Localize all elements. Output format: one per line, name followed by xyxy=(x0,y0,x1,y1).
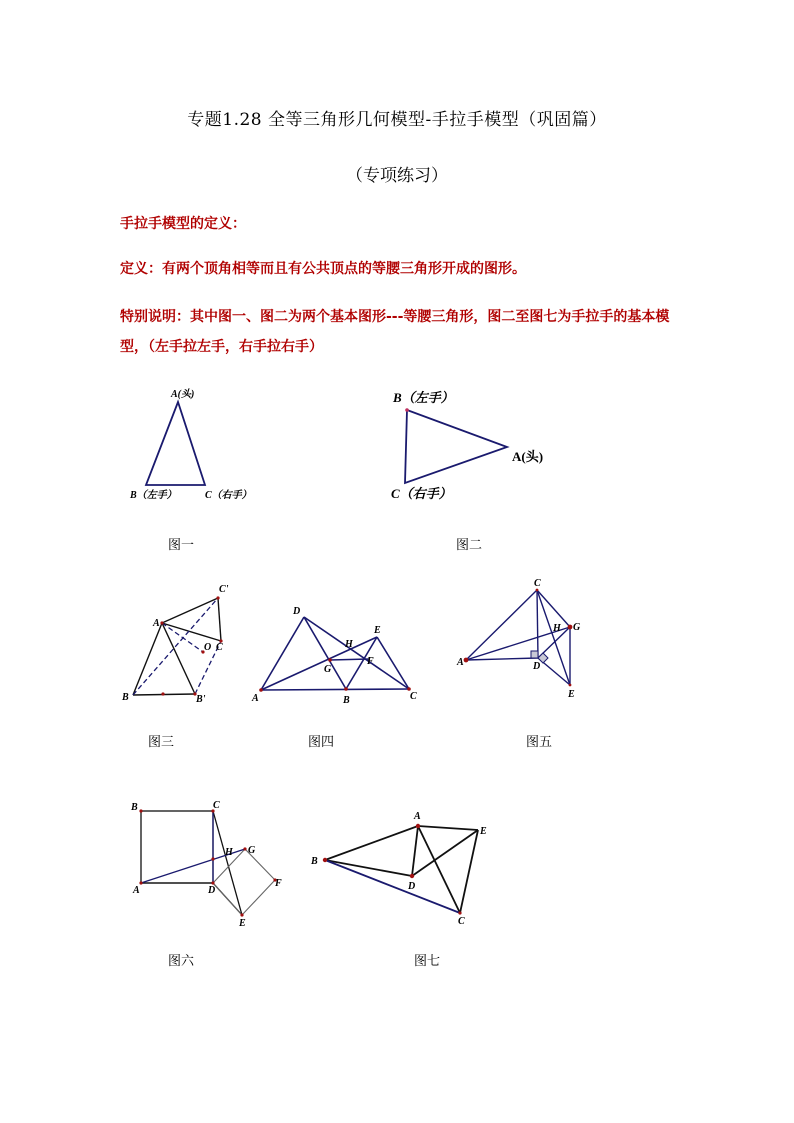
fig7-segment-bc xyxy=(325,860,460,913)
page-subtitle: （专项练习） xyxy=(346,166,448,186)
fig5-label-d: D xyxy=(533,661,541,672)
figure-4-diagram xyxy=(245,600,425,710)
special-note: 特别说明：其中图一、图二为两个基本图形---等腰三角形，图二至图七为手拉手的基本模型，（左手拉左手，右手拉右手） xyxy=(120,309,670,355)
fig1-label-c: C（右手） xyxy=(205,490,252,501)
figure-2-diagram xyxy=(385,385,565,510)
fig2-triangle xyxy=(405,410,507,483)
fig7-label-b: B xyxy=(311,856,318,867)
figure-4-caption: 图四 xyxy=(308,735,335,750)
figure-5-diagram xyxy=(450,574,590,704)
fig4-label-h: H xyxy=(345,639,353,650)
fig3-label-c: C xyxy=(216,642,223,653)
fig4-label-d: D xyxy=(293,606,301,617)
fig4-label-b: B xyxy=(343,695,350,706)
fig1-label-a: A(头) xyxy=(171,389,195,400)
fig5-label-e: E xyxy=(568,689,575,700)
fig4-label-c: C xyxy=(410,691,417,702)
fig2-label-a: A(头) xyxy=(512,449,544,464)
fig6-label-e: E xyxy=(239,918,246,929)
fig2-point-b xyxy=(405,408,409,412)
fig5-label-h: H xyxy=(553,623,561,634)
fig2-label-c: C（右手） xyxy=(391,486,452,501)
fig6-label-b: B xyxy=(131,802,138,813)
fig1-label-b: B（左手） xyxy=(130,490,177,501)
figure-3-caption: 图三 xyxy=(148,735,175,750)
fig7-label-d: D xyxy=(408,881,416,892)
fig7-label-c: C xyxy=(458,916,465,927)
fig1-triangle xyxy=(146,402,205,485)
fig3-label-b-prime: B' xyxy=(196,694,206,705)
fig4-label-a: A xyxy=(252,693,259,704)
definition-text: 定义：有两个顶角相等而且有公共顶点的等腰三角形开成的图形。 xyxy=(120,261,526,277)
fig6-label-d: D xyxy=(208,885,216,896)
fig3-label-o: O xyxy=(204,642,212,653)
figure-3-diagram xyxy=(115,578,245,708)
fig2-label-b: B（左手） xyxy=(393,390,454,405)
fig5-right-angle-marker xyxy=(531,651,538,658)
figure-7-diagram xyxy=(305,805,505,935)
fig3-label-b: B xyxy=(122,692,129,703)
fig3-label-c-prime: C' xyxy=(219,584,229,595)
figure-5-caption: 图五 xyxy=(526,735,553,750)
fig4-label-e: E xyxy=(374,625,381,636)
fig7-label-e: E xyxy=(480,826,487,837)
figure-1-caption: 图一 xyxy=(168,538,195,553)
page-title: 专题1.28 全等三角形几何模型-手拉手模型（巩固篇） xyxy=(187,110,607,130)
fig6-label-c: C xyxy=(213,800,220,811)
fig7-label-a: A xyxy=(414,811,421,822)
fig5-label-c: C xyxy=(534,578,541,589)
fig3-label-a: A xyxy=(153,618,160,629)
figure-6-caption: 图六 xyxy=(168,954,195,969)
definition-heading: 手拉手模型的定义： xyxy=(120,216,246,232)
figure-7-caption: 图七 xyxy=(414,954,441,969)
fig6-label-g: G xyxy=(248,845,256,856)
fig5-label-g: G xyxy=(573,622,581,633)
fig6-label-a: A xyxy=(133,885,140,896)
figure-2-caption: 图二 xyxy=(456,538,483,553)
figure-6-diagram xyxy=(125,795,295,935)
fig6-label-f: F xyxy=(275,878,282,889)
fig4-label-g: G xyxy=(324,664,332,675)
fig5-label-a: A xyxy=(457,657,464,668)
figure-1-diagram xyxy=(120,380,280,510)
fig6-label-h: H xyxy=(225,847,233,858)
fig4-label-f: F xyxy=(367,656,374,667)
